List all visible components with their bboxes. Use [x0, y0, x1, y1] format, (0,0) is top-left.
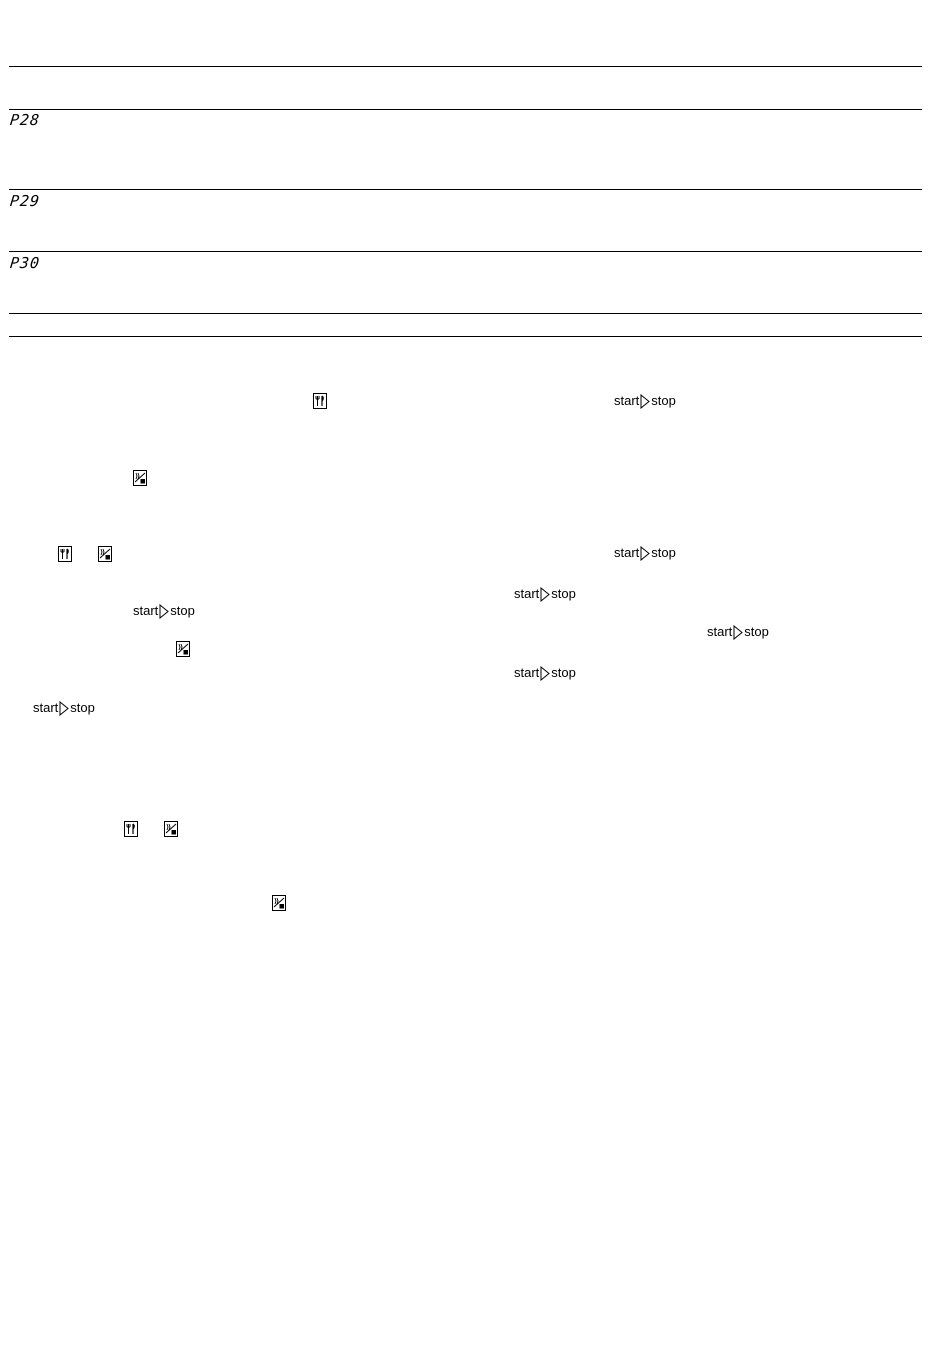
stop-label: stop — [651, 545, 676, 560]
table-rule — [9, 109, 922, 110]
start-stop-button[interactable] — [514, 586, 576, 602]
program-code-p29: P29 — [9, 192, 42, 210]
play-triangle-icon — [733, 625, 743, 640]
table-rule-bottom — [9, 336, 922, 337]
start-stop-button[interactable] — [514, 665, 576, 681]
dishwash-icon — [176, 641, 190, 657]
start-label: start — [707, 624, 733, 639]
play-triangle-icon — [640, 546, 650, 561]
start-stop-button[interactable] — [33, 700, 95, 716]
table-rule — [9, 189, 922, 190]
table-rule — [9, 313, 922, 314]
program-code-p30: P30 — [9, 254, 42, 272]
start-stop-button[interactable] — [614, 545, 676, 561]
start-stop-button[interactable] — [133, 603, 195, 619]
cutlery-icon — [58, 546, 72, 562]
start-label: start — [614, 545, 640, 560]
table-rule — [9, 251, 922, 252]
start-label: start — [514, 586, 540, 601]
stop-label: stop — [70, 700, 95, 715]
start-stop-button[interactable] — [614, 393, 676, 409]
start-label: start — [133, 603, 159, 618]
table-rule-top — [9, 66, 922, 67]
play-triangle-icon — [59, 701, 69, 716]
start-stop-button[interactable] — [707, 624, 769, 640]
cutlery-icon — [313, 393, 327, 409]
stop-label: stop — [551, 586, 576, 601]
play-triangle-icon — [640, 394, 650, 409]
stop-label: stop — [170, 603, 195, 618]
play-triangle-icon — [159, 604, 169, 619]
stop-label: stop — [744, 624, 769, 639]
dishwash-icon — [272, 895, 286, 911]
stop-label: stop — [551, 665, 576, 680]
play-triangle-icon — [540, 666, 550, 681]
stop-label: stop — [651, 393, 676, 408]
cutlery-icon — [124, 821, 138, 837]
dishwash-icon — [98, 546, 112, 562]
dishwash-icon — [133, 470, 147, 486]
dishwash-icon — [164, 821, 178, 837]
start-label: start — [514, 665, 540, 680]
play-triangle-icon — [540, 587, 550, 602]
start-label: start — [33, 700, 59, 715]
program-code-p28: P28 — [9, 111, 42, 129]
start-label: start — [614, 393, 640, 408]
